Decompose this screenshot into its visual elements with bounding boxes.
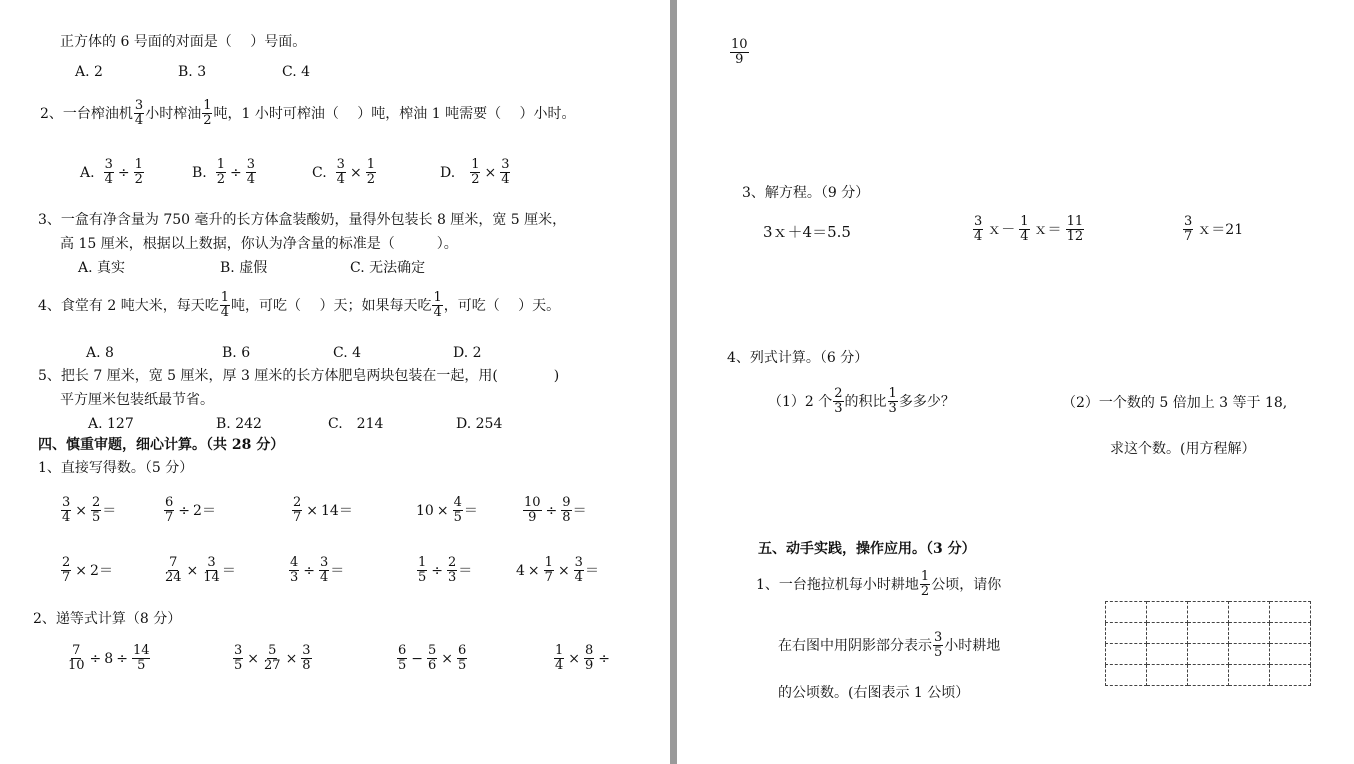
- q1-option-c: C. 4: [282, 64, 311, 80]
- expr-r2-4: $\frac{1}{5}$ ÷ $\frac{2}{3}$ ＝: [418, 555, 473, 585]
- q5-option-b: B. 242: [216, 416, 262, 432]
- q3-line2: 高 15 厘米，根据以上数据，你认为净含量的标准是（ ）。: [60, 236, 458, 252]
- q4-option-c: C. 4: [333, 345, 362, 361]
- q4-option-b: B. 6: [222, 345, 251, 361]
- subsection-step-calc: 2、递等式计算（8 分）: [33, 611, 182, 627]
- q1-option-a: A. 2: [75, 64, 103, 80]
- q51-line2: 在右图中用阴影部分表示 $\frac{3}{5}$ 小时耕地: [778, 630, 1001, 660]
- q3-option-a: A. 真实: [78, 260, 126, 276]
- expr-r1-4: 10 × $\frac{4}{5}$ ＝: [416, 495, 478, 525]
- expr-r3-2: $\frac{3}{5}$ × $\frac{5}{27}$ × $\frac{3}{8}$: [234, 643, 311, 673]
- subsection-direct-answers: 1、直接写得数。（5 分）: [38, 460, 194, 476]
- q3-option-c: C. 无法确定: [350, 260, 426, 276]
- q2-option-a: A. $\frac{3}{4}$ ÷ $\frac{1}{2}$: [80, 157, 143, 187]
- problem-2-line2: 求这个数。(用方程解）: [1110, 441, 1256, 457]
- expr-r1-2: $\frac{6}{7}$ ÷ 2 ＝: [165, 495, 216, 525]
- fraction: $\frac{1}{2}$: [203, 98, 212, 128]
- expr-r3-4: $\frac{1}{4}$ × $\frac{8}{9}$ ÷: [555, 643, 611, 673]
- q2-option-d: D. $\frac{1}{2}$ × $\frac{3}{4}$: [440, 157, 510, 187]
- problem-2-line1: （2）一个数的 5 倍加上 3 等于 18,: [1062, 395, 1288, 411]
- q3-line1: 3、一盒有净含量为 750 毫升的长方体盒装酸奶，量得外包装长 8 厘米，宽 5 厘米，: [38, 212, 567, 228]
- q51-line3: 的公顷数。(右图表示 1 公顷）: [778, 685, 970, 701]
- q5-line2: 平方厘米包装纸最节省。: [60, 392, 214, 408]
- expr-r2-3: $\frac{4}{3}$ ÷ $\frac{3}{4}$ ＝: [290, 555, 345, 585]
- expr-r2-5: 4 × $\frac{1}{7}$ × $\frac{3}{4}$ ＝: [516, 555, 599, 585]
- equation-2: $\frac{3}{4}$ ｘ－ $\frac{1}{4}$ ｘ＝ $\frac{11}{12}$: [974, 214, 1084, 244]
- subsection-word-problems: 4、列式计算。（6 分）: [727, 350, 869, 366]
- q4-text: 4、食堂有 2 吨大米，每天吃 $\frac{1}{4}$ 吨，可吃（ ）天；如果每天吃 $\frac{1}{4}$ ，可吃（ ）天。: [38, 290, 561, 320]
- expr-r1-3: $\frac{2}{7}$ × 14 ＝: [293, 495, 353, 525]
- q4-option-d: D. 2: [453, 345, 482, 361]
- q5-option-d: D. 254: [456, 416, 503, 432]
- q5-option-c: C. 214: [328, 416, 384, 432]
- equation-3: $\frac{3}{7}$ ｘ＝21: [1184, 214, 1244, 244]
- expr-r3-3: $\frac{6}{5}$ − $\frac{5}{6}$ × $\frac{6}{5}$: [398, 643, 467, 673]
- q1-option-b: B. 3: [178, 64, 207, 80]
- fraction: $\frac{3}{4}$: [134, 98, 144, 128]
- carryover-fraction: $\frac{10}{9}$: [731, 37, 748, 67]
- hectare-grid: [1105, 601, 1311, 686]
- q1-text: 正方体的 6 号面的对面是（ ）号面。: [60, 34, 307, 50]
- q5-option-a: A. 127: [88, 416, 134, 432]
- q5-line1: 5、把长 7 厘米，宽 5 厘米，厚 3 厘米的长方体肥皂两块包装在一起，用( ): [38, 368, 560, 384]
- expr-r2-2: $\frac{7}{24}$ × $\frac{3}{14}$ ＝: [165, 555, 236, 585]
- q51-line1: 1、一台拖拉机每小时耕地 $\frac{1}{2}$ 公顷，请你: [756, 569, 1002, 599]
- equation-1: 3ｘ＋4＝5.5: [763, 223, 851, 241]
- q2-option-b: B. $\frac{1}{2}$ ÷ $\frac{3}{4}$: [192, 157, 256, 187]
- expr-r3-1: $\frac{7}{10}$ ÷ 8 ÷ $\frac{14}{5}$: [68, 643, 150, 673]
- q4-option-a: A. 8: [86, 345, 114, 361]
- section-five-title: 五、动手实践，操作应用。（3 分）: [758, 541, 976, 557]
- subsection-equations: 3、解方程。（9 分）: [742, 185, 870, 201]
- page-divider: [670, 0, 677, 764]
- q2-text: 2、一台榨油机 $\frac{3}{4}$ 小时榨油 $\frac{1}{2}$ 吨，1 小时可榨油（ ）吨，榨油 1 吨需要（ ）小时。: [40, 98, 576, 128]
- expr-r1-5: $\frac{10}{9}$ ÷ $\frac{9}{8}$ ＝: [524, 495, 587, 525]
- q2-option-c: C. $\frac{3}{4}$ × $\frac{1}{2}$: [312, 157, 375, 187]
- q3-option-b: B. 虚假: [220, 260, 268, 276]
- expr-r1-1: $\frac{3}{4}$ × $\frac{2}{5}$ ＝: [62, 495, 117, 525]
- expr-r2-1: $\frac{2}{7}$ × 2 ＝: [62, 555, 113, 585]
- section-four-title: 四、慎重审题，细心计算。（共 28 分）: [38, 437, 285, 453]
- problem-1: （1）2 个 $\frac{2}{3}$ 的积比 $\frac{1}{3}$ 多多少？: [768, 386, 955, 416]
